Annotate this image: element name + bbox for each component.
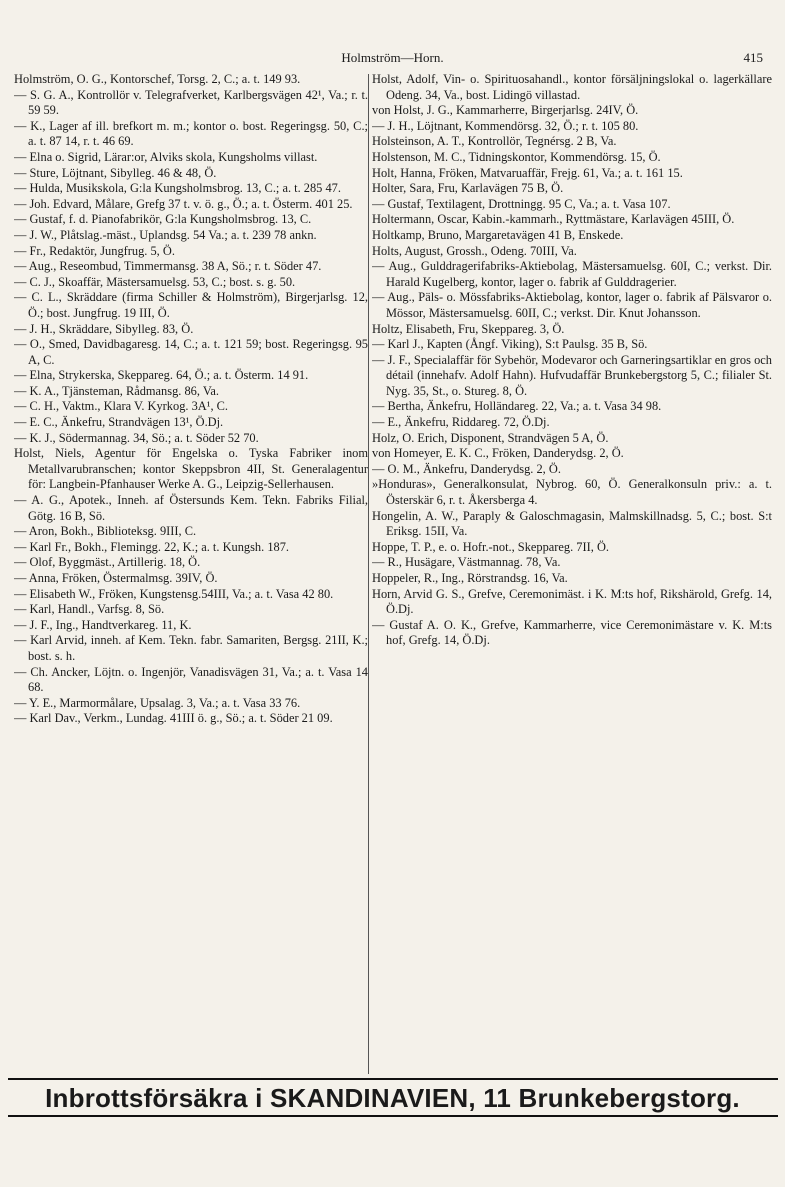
directory-entry: Holmström, O. G., Kontorschef, Torsg. 2, C.; a. t. 149 93. [14, 72, 301, 86]
directory-entry: Holstenson, M. C., Tidningskontor, Kommendörsg. 15, Ö. [372, 149, 661, 164]
directory-entry: Holsteinson, A. T., Kontrollör, Tegnérsg. 2 B, Va. [372, 134, 617, 149]
directory-entry: — C. L., Skräddare (firma Schiller & Holmström), Birgerjarlsg. 12, Ö.; bost. Jungfrug. 19 III, Ö. [14, 290, 368, 320]
directory-entry: — O., Smed, Davidbagaresg. 14, C.; a. t. 121 59; bost. Regeringsg. 95 A, C. [14, 337, 368, 367]
directory-entry: — Joh. Edvard, Målare, Grefg 37 t. v. ö. g., Ö.; a. t. Österm. 401 25. [14, 196, 353, 211]
directory-entry: — Elna, Strykerska, Skeppareg. 64, Ö.; a. t. Österm. 14 91. [14, 368, 309, 383]
left-column [14, 72, 368, 1072]
directory-entry: — J. F., Specialaffär för Sybehör, Modevaror och Garneringsartiklar en gros och détail (innehafv. Adolf Hahn). Hufvudaffär Brunkebergstorg 5, C.; filialer St. Nyg. 35, St., o. Stureg. 8, Ö. [372, 352, 772, 398]
directory-entry: — Gustaf, f. d. Pianofabrikör, G:la Kungsholmsbrog. 13, C. [14, 212, 312, 227]
directory-entry: Holst, Adolf, Vin- o. Spirituosahandl., kontor försäljningslokal o. lagerkällare Odeng. 34, Va., bost. Lidingö villastad. [372, 72, 772, 102]
directory-entry: — Gustaf A. O. K., Grefve, Kammarherre, vice Ceremonimästare v. K. M:ts hof, Grefg. 14, Ö.Dj. [372, 617, 772, 648]
directory-entry: — Aug., Päls- o. Mössfabriks-Aktiebolag, kontor, lager o. fabrik af Pälsvaror o. Mössor, Mästersamuelsg. 60II, C.; verkst. Dir. Knut Johansson. [372, 290, 772, 320]
directory-entry: — Gustaf, Textilagent, Drottningg. 95 C, Va.; a. t. Vasa 107. [372, 196, 671, 211]
directory-entry: — J. H., Skräddare, Sibylleg. 83, Ö. [14, 321, 194, 336]
directory-entry: — Hulda, Musikskola, G:la Kungsholmsbrog. 13, C.; a. t. 285 47. [14, 181, 341, 196]
directory-entry: — Aug., Gulddragerifabriks-Aktiebolag, Mästersamuelsg. 60I, C.; verkst. Dir. Harald Kugelberg, kontor, lager o. fabrik af Gulddragerier. [372, 259, 772, 289]
directory-entry: — K., Lager af ill. brefkort m. m.; kontor o. bost. Regeringsg. 50, C.; a. t. 87 14, r. t. 46 69. [14, 118, 368, 149]
right-column [372, 72, 772, 1072]
directory-entry: — Elna o. Sigrid, Lärar:or, Alviks skola, Kungsholms villast. [14, 149, 318, 164]
directory-entry: — Aron, Bokh., Biblioteksg. 9III, C. [14, 524, 197, 539]
directory-entry: — Y. E., Marmormålare, Upsalag. 3, Va.; a. t. Vasa 33 76. [14, 695, 301, 710]
directory-entry: Holt, Hanna, Fröken, Matvaruaffär, Frejg. 61, Va.; a. t. 161 15. [372, 165, 683, 180]
directory-entry: — E. C., Änkefru, Strandvägen 13¹, Ö.Dj. [14, 415, 224, 430]
directory-entry: Holtermann, Oscar, Kabin.-kammarh., Ryttmästare, Karlavägen 45III, Ö. [372, 212, 735, 227]
directory-entry: Holtz, Elisabeth, Fru, Skeppareg. 3, Ö. [372, 321, 565, 336]
directory-entry: — R., Husägare, Västmannag. 78, Va. [372, 555, 561, 570]
banner-rule-top [8, 1078, 778, 1080]
page-header [0, 50, 785, 70]
directory-entry: — Bertha, Änkefru, Holländareg. 22, Va.; a. t. Vasa 34 98. [372, 399, 662, 414]
directory-entry: — Fr., Redaktör, Jungfrug. 5, Ö. [14, 243, 175, 258]
directory-entry: — Elisabeth W., Fröken, Kungstensg.54III, Va.; a. t. Vasa 42 80. [14, 586, 334, 601]
directory-entry: — Karl, Handl., Varfsg. 8, Sö. [14, 602, 165, 617]
directory-entry: — Anna, Fröken, Östermalmsg. 39IV, Ö. [14, 571, 218, 585]
directory-entry: »Honduras», Generalkonsulat, Nybrog. 60, Ö. Generalkonsuln priv.: a. t. Österskär 6, r. t. Åkersberga 4. [372, 477, 772, 508]
directory-entry: — S. G. A., Kontrollör v. Telegrafverket, Karlbergsvägen 42¹, Va.; r. t. 59 59. [14, 87, 368, 118]
directory-entry: — Aug., Reseombud, Timmermansg. 38 A, Sö.; r. t. Söder 47. [14, 259, 322, 274]
directory-entry: Horn, Arvid G. S., Grefve, Ceremonimäst. i K. M:ts hof, Rikshärold, Grefg. 14, Ö.Dj. [372, 586, 772, 617]
page-number: 415 [743, 50, 763, 65]
directory-entry: — Karl Fr., Bokh., Flemingg. 22, K.; a. t. Kungsh. 187. [14, 539, 290, 554]
directory-entry: — E., Änkefru, Riddareg. 72, Ö.Dj. [372, 415, 550, 430]
directory-entry: — A. G., Apotek., Inneh. af Östersunds Kem. Tekn. Fabriks Filial, Götg. 16 B, Sö. [14, 493, 368, 523]
directory-entry: — K. J., Södermannag. 34, Sö.; a. t. Söder 52 70. [14, 430, 259, 445]
directory-entry: — J. F., Ing., Handtverkareg. 11, K. [14, 617, 192, 632]
directory-entry: Hoppeler, R., Ing., Rörstrandsg. 16, Va. [372, 571, 568, 585]
directory-entry: — K. A., Tjänsteman, Rådmansg. 86, Va. [14, 383, 220, 398]
directory-entry: — O. M., Änkefru, Danderydsg. 2, Ö. [372, 461, 561, 476]
directory-entry: von Homeyer, E. K. C., Fröken, Danderydsg. 2, Ö. [372, 446, 624, 461]
directory-entry: — Ch. Ancker, Löjtn. o. Ingenjör, Vanadisvägen 31, Va.; a. t. Vasa 14 68. [14, 664, 368, 695]
directory-entry: — Karl Dav., Verkm., Lundag. 41III ö. g., Sö.; a. t. Söder 21 09. [14, 711, 333, 726]
directory-entry: Holtkamp, Bruno, Margaretavägen 41 B, Enskede. [372, 227, 624, 242]
advertisement-banner: Inbrottsförsäkra i SKANDINAVIEN, 11 Brunkebergstorg. [45, 1083, 740, 1113]
directory-entry: — C. J., Skoaffär, Mästersamuelsg. 53, C.; bost. s. g. 50. [14, 274, 296, 289]
directory-entry: Holts, August, Grossh., Odeng. 70III, Va. [372, 243, 577, 258]
running-head: Holmström—Horn. [341, 50, 444, 65]
directory-entry: — Karl Arvid, inneh. af Kem. Tekn. fabr. Samariten, Bergsg. 21II, K.; bost. s. h. [14, 633, 368, 663]
directory-entry: — Karl J., Kapten (Ångf. Viking), S:t Paulsg. 35 B, Sö. [372, 337, 648, 352]
directory-entry: — Olof, Byggmäst., Artillerig. 18, Ö. [14, 555, 201, 570]
directory-entry: — J. H., Löjtnant, Kommendörsg. 32, Ö.; r. t. 105 80. [372, 118, 639, 133]
column-divider [368, 74, 369, 1074]
directory-entry: Hoppe, T. P., e. o. Hofr.-not., Skeppareg. 7II, Ö. [372, 539, 609, 554]
directory-entry: Holst, Niels, Agentur för Engelska o. Tyska Fabriker inom Metallvarubranschen; kontor Skeppsbron 4II, St. Generalagentur för: Langbein-Pfanhauser Werke A. G., Leipzig-Sellerhausen. [14, 446, 368, 492]
directory-entry: von Holst, J. G., Kammarherre, Birgerjarlsg. 24IV, Ö. [372, 103, 639, 118]
directory-entry: — J. W., Plåtslag.-mäst., Uplandsg. 54 Va.; a. t. 239 78 ankn. [14, 227, 317, 242]
directory-entry: — Sture, Löjtnant, Sibylleg. 46 & 48, Ö. [14, 165, 217, 180]
directory-entry: Holz, O. Erich, Disponent, Strandvägen 5 A, Ö. [372, 430, 609, 445]
directory-entry: — C. H., Vaktm., Klara V. Kyrkog. 3A¹, C. [14, 399, 229, 414]
directory-entry: Hongelin, A. W., Paraply & Galoschmagasin, Malmskillnadsg. 5, C.; bost. S:t Eriksg. 15II, Va. [372, 508, 772, 539]
directory-entry: Holter, Sara, Fru, Karlavägen 75 B, Ö. [372, 181, 564, 196]
banner-rule-bottom [8, 1115, 778, 1117]
